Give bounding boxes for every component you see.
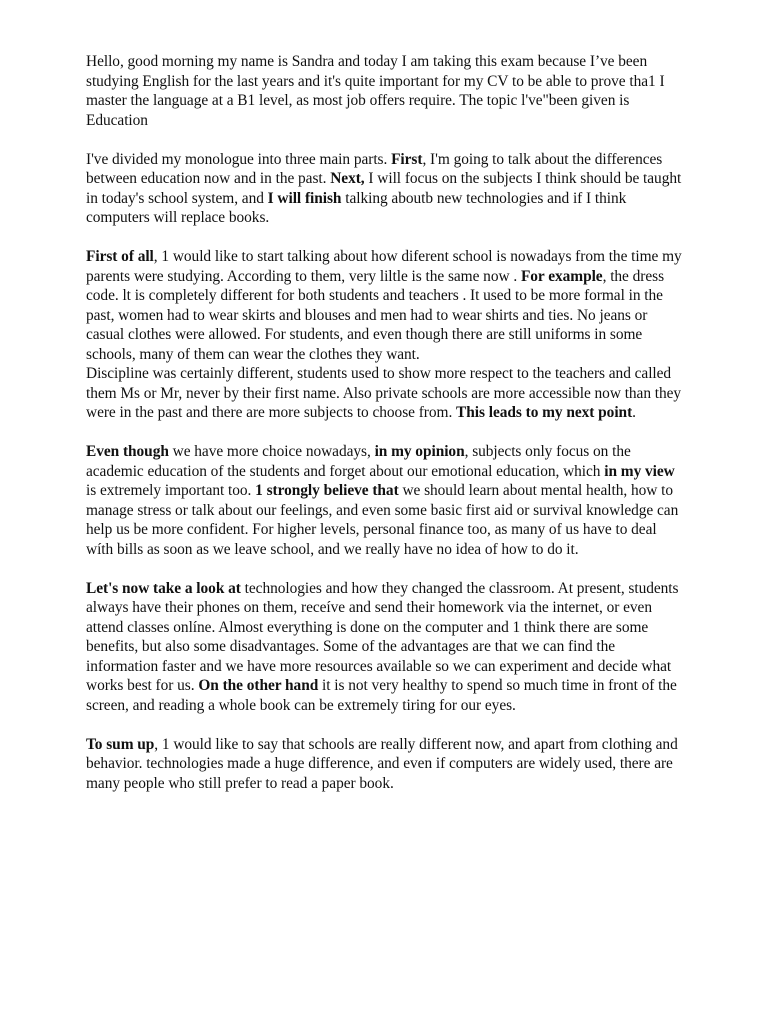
document-page bbox=[86, 52, 686, 813]
bold-phrase: I will finish bbox=[267, 189, 342, 207]
text-run: Discipline was certainly different, students used to show more respect to the teachers and called them Ms or Mr, never by their first name. Also private schools are more accessible now than they were in the past and there are more subjects to choose from. bbox=[86, 365, 682, 421]
text-run: we should learn about mental health, how to manage stress or talk about our feelings, and even some basic first aid or survival knowledge can help us be more confident. For higher levels, personal finance too, as many of us have to deal wíth bills as soon as we leave school, and we really have no idea of how to do it. bbox=[86, 482, 679, 558]
text-run: , 1 would like to say that schools are really different now, and apart from clothing and behavior. technologies made a huge difference, and even if computers are widely used, there are many people who still prefer to read a paper book. bbox=[86, 735, 678, 792]
paragraph-outline bbox=[86, 150, 686, 228]
bold-phrase: First bbox=[391, 150, 423, 168]
bold-phrase: in my view bbox=[604, 462, 675, 480]
text-run: . bbox=[632, 404, 636, 421]
text-run: I will focus on the subjects I think should be taught in today's school system, and bbox=[86, 170, 682, 207]
text-run: talking aboutb new technologies and if I think computers will replace books. bbox=[86, 189, 627, 226]
paragraph-conclusion bbox=[86, 735, 686, 794]
text-run: we have more choice nowadays, bbox=[168, 443, 375, 460]
paragraph-technology bbox=[86, 579, 686, 716]
bold-phrase: Even though bbox=[86, 443, 169, 460]
text-run: , the dress code. lt is completely different for both students and teachers . It used to be more formal in the past, women had to wear skirts and blouses and men had to wear shirts and ties. No jeans or casual clothes were allowed. For students, and even though there are still uniforms in some schools, many of them can wear the clothes they want. bbox=[86, 267, 665, 363]
text-run: is extremely important too. bbox=[86, 482, 256, 499]
bold-phrase: in my opinion bbox=[374, 443, 465, 460]
bold-phrase: On the other hand bbox=[198, 677, 319, 694]
text-run: , subjects only focus on the academic education of the students and forget about our emotional education, which bbox=[86, 443, 631, 480]
text-run: Hello, good morning my name is Sandra and today I am taking this exam because I’ve been studying English for the last years and it's quite important for my CV to be able to prove tha1 I master the language at a B1 level, as most job offers require. The topic l've"been given is Education bbox=[86, 53, 665, 129]
bold-phrase: First of all bbox=[86, 248, 154, 265]
text-run: I've divided my monologue into three main parts. bbox=[86, 150, 392, 168]
text-run: technologies and how they changed the classroom. At present, students always have their phones on them, receíve and send their homework via the internet, or even attend classes onlíne. Almost everything is done on the computer and 1 think there are some benefits, but also some disadvantages. Some of the advantages are that we can find the information faster and we have more resources available so we can experiment and decide what works best for us. bbox=[86, 579, 679, 694]
bold-phrase: For example bbox=[520, 267, 603, 285]
bold-phrase: Let's now take a look at bbox=[86, 579, 241, 597]
bold-phrase: To sum up bbox=[86, 735, 155, 753]
bold-phrase: 1 strongly believe that bbox=[255, 482, 399, 499]
text-run: it is not very healthy to spend so much time in front of the screen, and reading a whole book can be extremely tiring for our eyes. bbox=[86, 677, 677, 714]
paragraph-past-vs-present bbox=[86, 247, 686, 423]
bold-phrase: Next, bbox=[330, 170, 365, 187]
text-run: , I'm going to talk about the differences between education now and in the past. bbox=[86, 150, 663, 187]
bold-phrase: This leads to my next point bbox=[456, 404, 633, 421]
text-run: , 1 would like to start talking about how diferent school is nowadays from the time my parents were studying. According to them, very liltle is the same now . bbox=[86, 248, 682, 285]
paragraph-introduction bbox=[86, 52, 686, 130]
paragraph-subjects bbox=[86, 442, 686, 559]
